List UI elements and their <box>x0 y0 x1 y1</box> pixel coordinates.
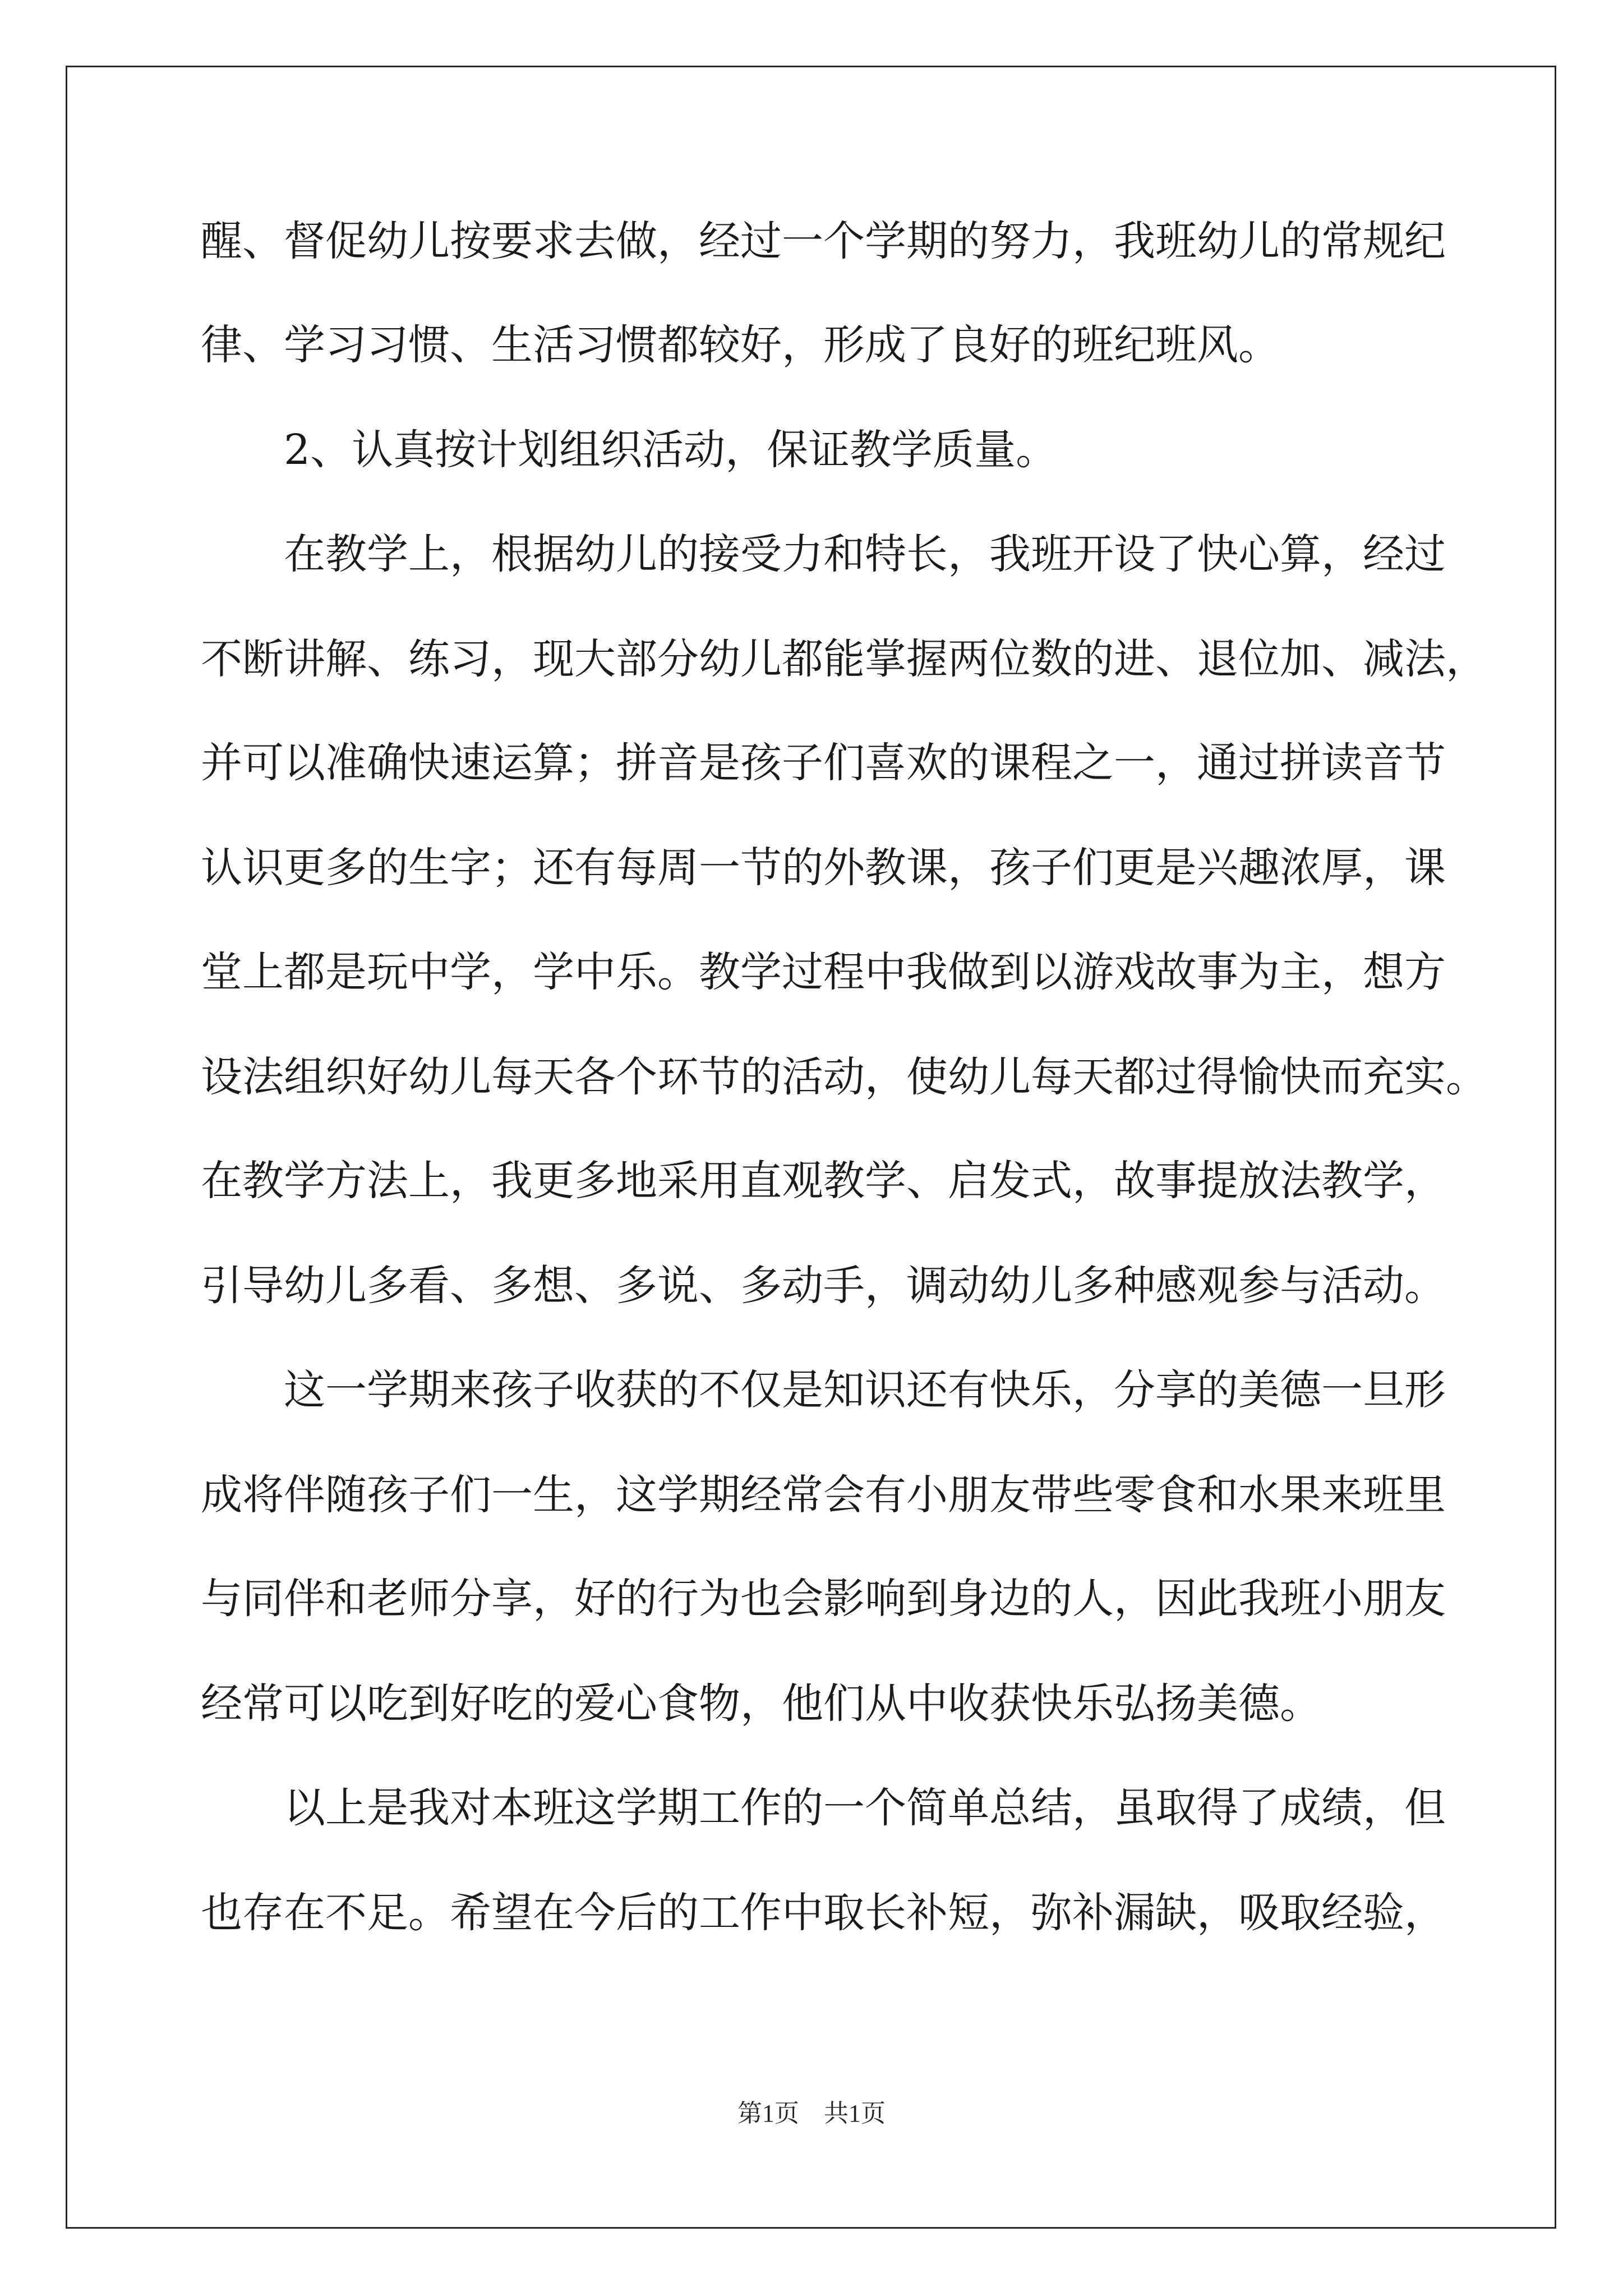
text-line: 醒、督促幼儿按要求去做，经过一个学期的努力，我班幼儿的常规纪 <box>201 217 1446 265</box>
text-line: 律、学习习惯、生活习惯都较好，形成了良好的班纪班风。 <box>201 321 1280 369</box>
text-line: 经常可以吃到好吃的爱心食物，他们从中收获快乐弘扬美德。 <box>201 1680 1321 1728</box>
text-line: 设法组织好幼儿每天各个环节的活动，使幼儿每天都过得愉快而充实。 <box>201 1053 1487 1101</box>
text-line: 不断讲解、练习，现大部分幼儿都能掌握两位数的进、退位加、减法， <box>201 635 1487 683</box>
text-line: 2、认真按计划组织活动，保证教学质量。 <box>284 426 1058 474</box>
text-line: 与同伴和老师分享，好的行为也会影响到身边的人，因此我班小朋友 <box>201 1575 1446 1623</box>
text-line: 成将伴随孩子们一生，这学期经常会有小朋友带些零食和水果来班里 <box>201 1471 1446 1519</box>
text-line: 在教学上，根据幼儿的接受力和特长，我班开设了快心算，经过 <box>284 530 1446 578</box>
text-line: 引导幼儿多看、多想、多说、多动手，调动幼儿多种感观参与活动。 <box>201 1262 1446 1310</box>
text-line: 这一学期来孩子收获的不仅是知识还有快乐，分享的美德一旦形 <box>284 1366 1446 1414</box>
text-line: 以上是我对本班这学期工作的一个简单总结，虽取得了成绩，但 <box>284 1784 1446 1832</box>
text-line: 并可以准确快速运算；拼音是孩子们喜欢的课程之一，通过拼读音节 <box>201 739 1446 787</box>
text-line: 在教学方法上，我更多地采用直观教学、启发式，故事提放法教学， <box>201 1157 1446 1205</box>
page-number: 第1页 共1页 <box>737 2100 886 2127</box>
text-line: 认识更多的生字；还有每周一节的外教课，孩子们更是兴趣浓厚，课 <box>201 844 1446 892</box>
text-line: 也存在不足。希望在今后的工作中取长补短，弥补漏缺，吸取经验， <box>201 1889 1446 1937</box>
text-line: 堂上都是玩中学，学中乐。教学过程中我做到以游戏故事为主，想方 <box>201 948 1446 996</box>
